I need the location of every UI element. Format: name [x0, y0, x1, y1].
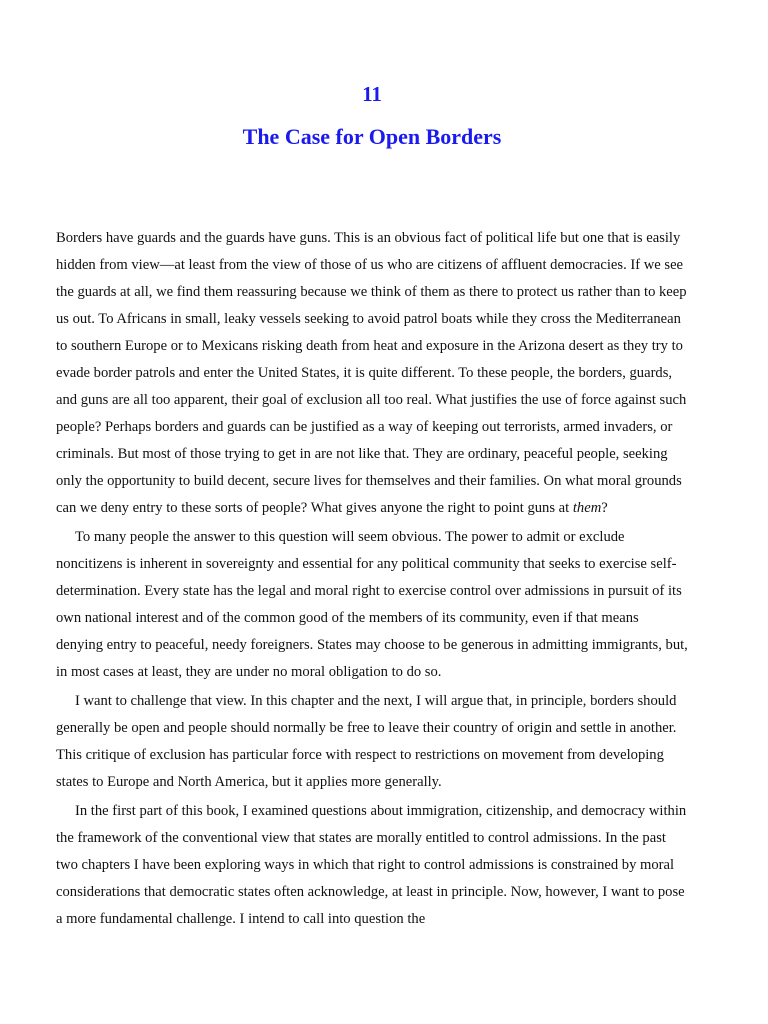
paragraph-1: [56, 225, 688, 522]
paragraph-3: I want to challenge that view. In this chapter and the next, I will argue that, in principle, borders should generally be open and people should normally be free to leave their country of origin and settle in another. This critique of exclusion has particular force with respect to restrictions on movement from developing states to Europe and North America, but it applies more generally.: [56, 693, 677, 790]
chapter-number: 11: [362, 82, 382, 106]
paragraph-1-text: Borders have guards and the guards have guns. This is an obvious fact of political life but one that is easily hidden from view—at least from the view of those of us who are citizens of affluent democracies. If we see the guards at all, we find them reassuring because we think of them as there to protect us rather than to keep us out. To Africans in small, leaky vessels seeking to avoid patrol boats while they cross the Mediterranean to southern Europe or to Mexicans risking death from heat and exposure in the Arizona desert as they try to evade border patrols and enter the United States, it is quite different. To these people, the borders, guards, and guns are all too apparent, their goal of exclusion all too real. What justifies the use of force against such people? Perhaps borders and guards can be justified as a way of keeping out terrorists, armed invaders, or criminals. But most of those trying to get in are not like that. They are ordinary, peaceful people, seeking only the opportunity to build decent, secure lives for themselves and their families. On what moral grounds can we deny entry to these sorts of people? What gives anyone the right to point guns at: [56, 230, 687, 516]
paragraph-1-end: ?: [601, 500, 608, 516]
chapter-title: The Case for Open Borders: [242, 124, 502, 149]
paragraph-2: To many people the answer to this question will seem obvious. The power to admit or exclude noncitizens is inherent in sovereignty and essential for any political community that seeks to exercise self-determination. Every state has the legal and moral right to exercise control over admissions in pursuit of its own national interest and of the common good of the members of its community, even if that means denying entry to peaceful, needy foreigners. States may choose to be generous in admitting immigrants, but, in most cases at least, they are under no moral obligation to do so.: [56, 529, 688, 680]
paragraph-1-emphasis: them: [572, 500, 602, 516]
body-text: [56, 225, 688, 935]
paragraph-4: In the first part of this book, I examined questions about immigration, citizenship, and democracy within the framework of the conventional view that states are morally entitled to control admissions. In the past two chapters I have been exploring ways in which that right to control admissions is constrained by moral considerations that democratic states often acknowledge, at least in principle. Now, however, I want to pose a more fundamental challenge. I intend to call into question the: [56, 803, 687, 927]
